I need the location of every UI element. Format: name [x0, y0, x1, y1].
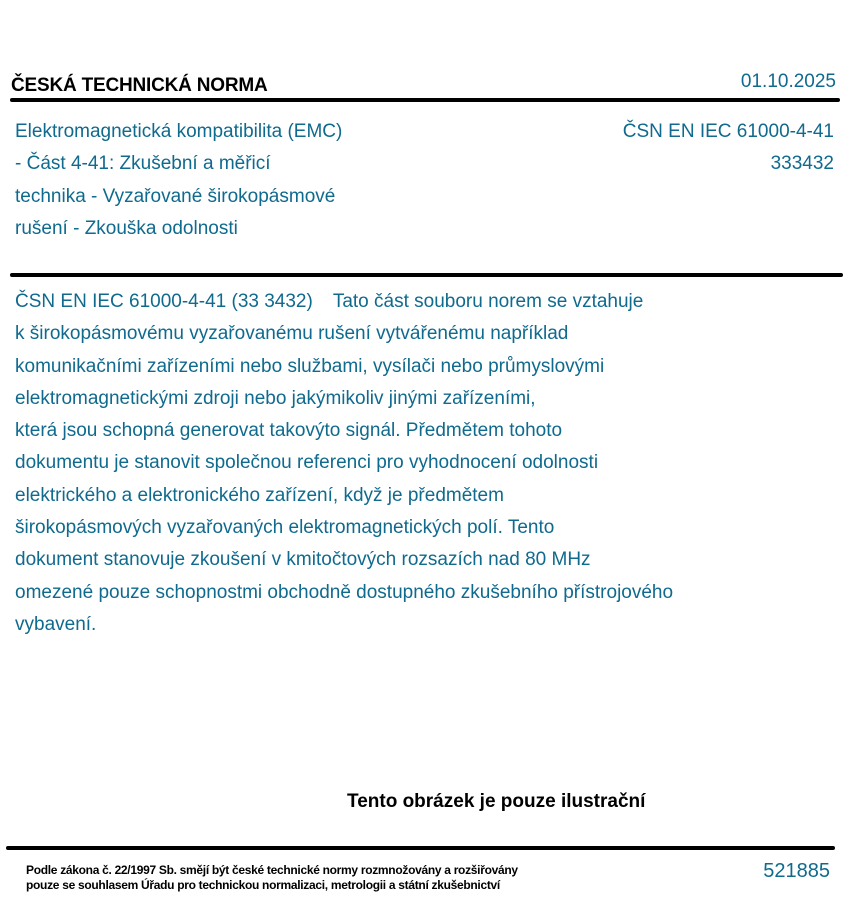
legal-notice-line: pouze se souhlasem Úřadu pro technickou normalizaci, metrologii a státní zkušebnictví — [26, 878, 500, 892]
standard-title-line: technika - Vyzařované širokopásmové — [15, 185, 336, 207]
abstract-line: dokument stanovuje zkoušení v kmitočtových rozsazích nad 80 MHz — [15, 549, 591, 571]
standard-title-line: - Část 4-41: Zkušební a měřicí — [15, 153, 271, 175]
abstract-line: vybavení. — [15, 613, 97, 635]
document-type-heading: ČESKÁ TECHNICKÁ NORMA — [11, 75, 268, 96]
abstract-reference: ČSN EN IEC 61000-4-41 (33 3432) — [15, 291, 313, 312]
standard-title-line: Elektromagnetická kompatibilita (EMC) — [15, 121, 343, 142]
document-number: 521885 — [763, 860, 830, 882]
legal-notice-line: Podle zákona č. 22/1997 Sb. smějí být české technické normy rozmnožovány a rozšiřovány — [26, 863, 518, 877]
abstract — [15, 286, 815, 641]
abstract-line: dokumentu je stanovit společnou referenci pro vyhodnocení odolnosti — [15, 452, 599, 474]
standard-title-line: rušení - Zkouška odolnosti — [15, 217, 238, 239]
standard-identification — [623, 116, 834, 181]
header-divider — [10, 98, 840, 102]
abstract-line: omezené pouze schopnostmi obchodně dostupného zkušebního přístrojového — [15, 581, 674, 603]
standard-title — [15, 116, 435, 245]
abstract-line: komunikačními zařízeními nebo službami, vysílači nebo průmyslovými — [15, 355, 605, 377]
standard-designation: ČSN EN IEC 61000-4-41 — [622, 121, 834, 142]
abstract-text: Tato část souboru norem se vztahuje — [332, 291, 644, 312]
legal-notice — [26, 863, 518, 893]
abstract-line: širokopásmových vyzařovaných elektromagnetických polí. Tento — [15, 517, 555, 539]
illustration-notice: Tento obrázek je pouze ilustrační — [347, 791, 646, 812]
abstract-line: elektromagnetickými zdroji nebo jakýmikoliv jinými zařízeními, — [15, 387, 536, 409]
abstract-line: která jsou schopná generovat takovýto signál. Předmětem tohoto — [15, 420, 563, 442]
class-number: 333432 — [770, 153, 834, 175]
abstract-line — [15, 286, 815, 318]
abstract-line: k širokopásmovému vyzařovanému rušení vytvářenému například — [15, 323, 569, 345]
publication-date: 01.10.2025 — [740, 71, 836, 92]
abstract-line: elektrického a elektronického zařízení, když je předmětem — [15, 484, 504, 506]
footer-divider — [6, 846, 835, 850]
section-divider — [10, 273, 843, 277]
